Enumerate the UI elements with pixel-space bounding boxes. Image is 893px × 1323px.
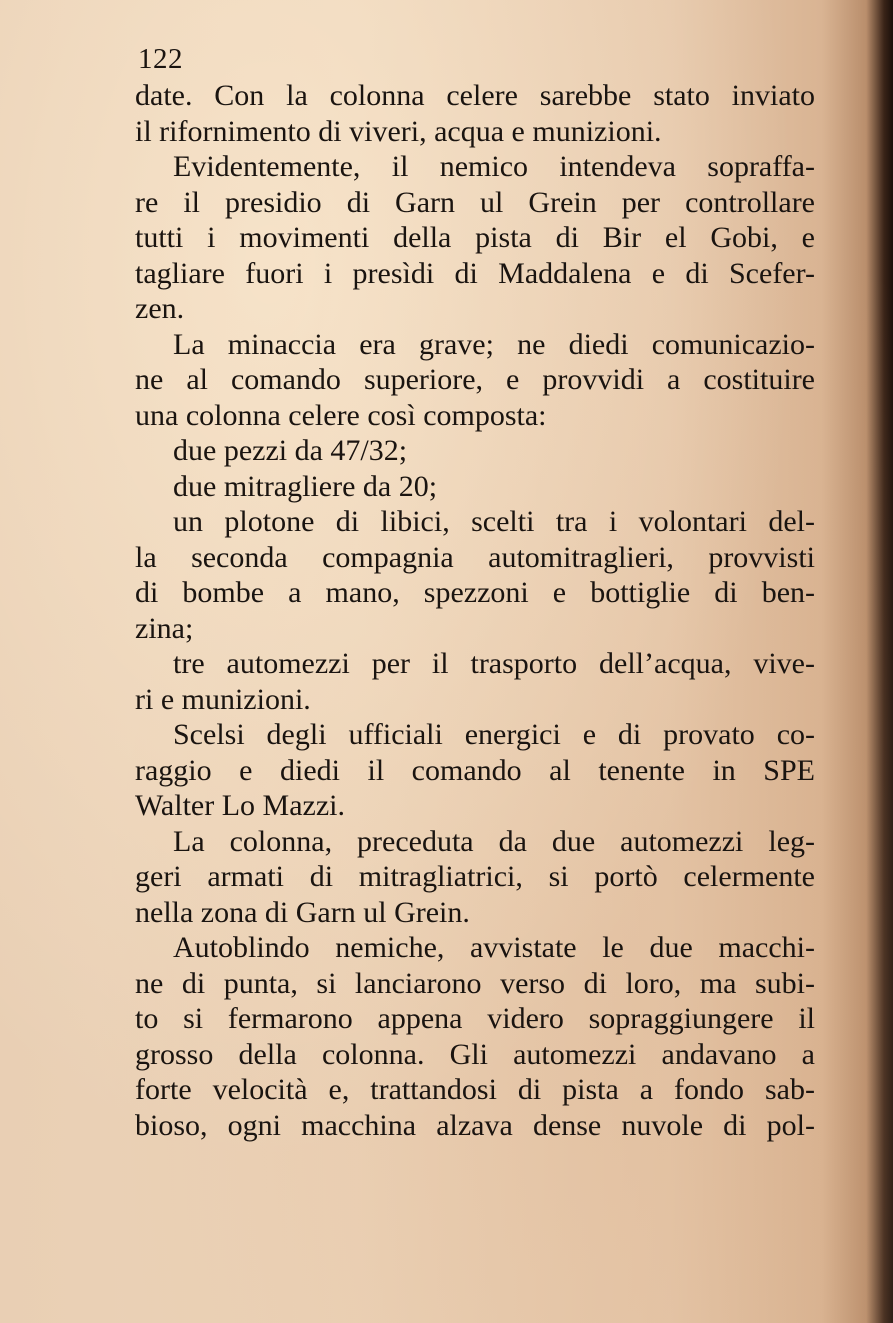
text-line: tutti i movimenti della pista di Bir el Gobi, e (135, 221, 815, 254)
text-line: una colonna celere così composta: (135, 398, 547, 432)
text-line: bioso, ogni macchina alzava dense nuvole di pol- (135, 1108, 815, 1142)
text-line: geri armati di mitragliatrici, si portò celermente (135, 860, 815, 893)
text-line: Scelsi degli ufficiali energici e di provato co- (173, 718, 815, 751)
text-line: ri e munizioni. (135, 682, 311, 716)
text-line: to si fermarono appena videro sopraggiungere il (135, 1002, 815, 1035)
text-line: zina; (135, 611, 194, 645)
text-line: La colonna, preceduta da due automezzi leg- (173, 824, 815, 858)
text-line: Evidentemente, il nemico intendeva sopraffa- (173, 150, 815, 183)
text-line: zen. (135, 292, 185, 325)
text-line: tagliare fuori i presìdi di Maddalena e di Scefer- (135, 256, 815, 290)
text-line: nella zona di Garn ul Grein. (135, 895, 470, 929)
text-line: tre automezzi per il trasporto dell’acqua, vive- (173, 647, 815, 680)
text-line: di bombe a mano, spezzoni e bottiglie di ben- (135, 576, 815, 609)
text-line: ne di punta, si lanciarono verso di loro, ma subi- (135, 966, 815, 1000)
text-line: un plotone di libici, scelti tra i volontari del- (173, 505, 815, 538)
text-line: La minaccia era grave; ne diedi comunicazio- (173, 327, 815, 361)
text-line: raggio e diedi il comando al tenente in SPE (135, 753, 815, 787)
text-line: il rifornimento di viveri, acqua e munizioni. (135, 114, 662, 148)
text-line: re il presidio di Garn ul Grein per controllare (135, 185, 815, 219)
body-text (135, 78, 815, 1143)
page-number: 122 (138, 43, 183, 75)
text-line: date. Con la colonna celere sarebbe stato inviato (135, 79, 815, 112)
text-line: la seconda compagnia automitraglieri, provvisti (135, 540, 815, 574)
text-line: due pezzi da 47/32; (173, 434, 408, 467)
text-line: grosso della colonna. Gli automezzi andavano a (135, 1037, 815, 1071)
text-line: ne al comando superiore, e provvidi a costituire (135, 363, 815, 396)
text-line: Autoblindo nemiche, avvistate le due macchi- (173, 931, 815, 964)
text-line: Walter Lo Mazzi. (135, 789, 345, 822)
text-line: due mitragliere da 20; (173, 469, 438, 503)
text-line: forte velocità e, trattandosi di pista a fondo sab- (135, 1073, 815, 1106)
